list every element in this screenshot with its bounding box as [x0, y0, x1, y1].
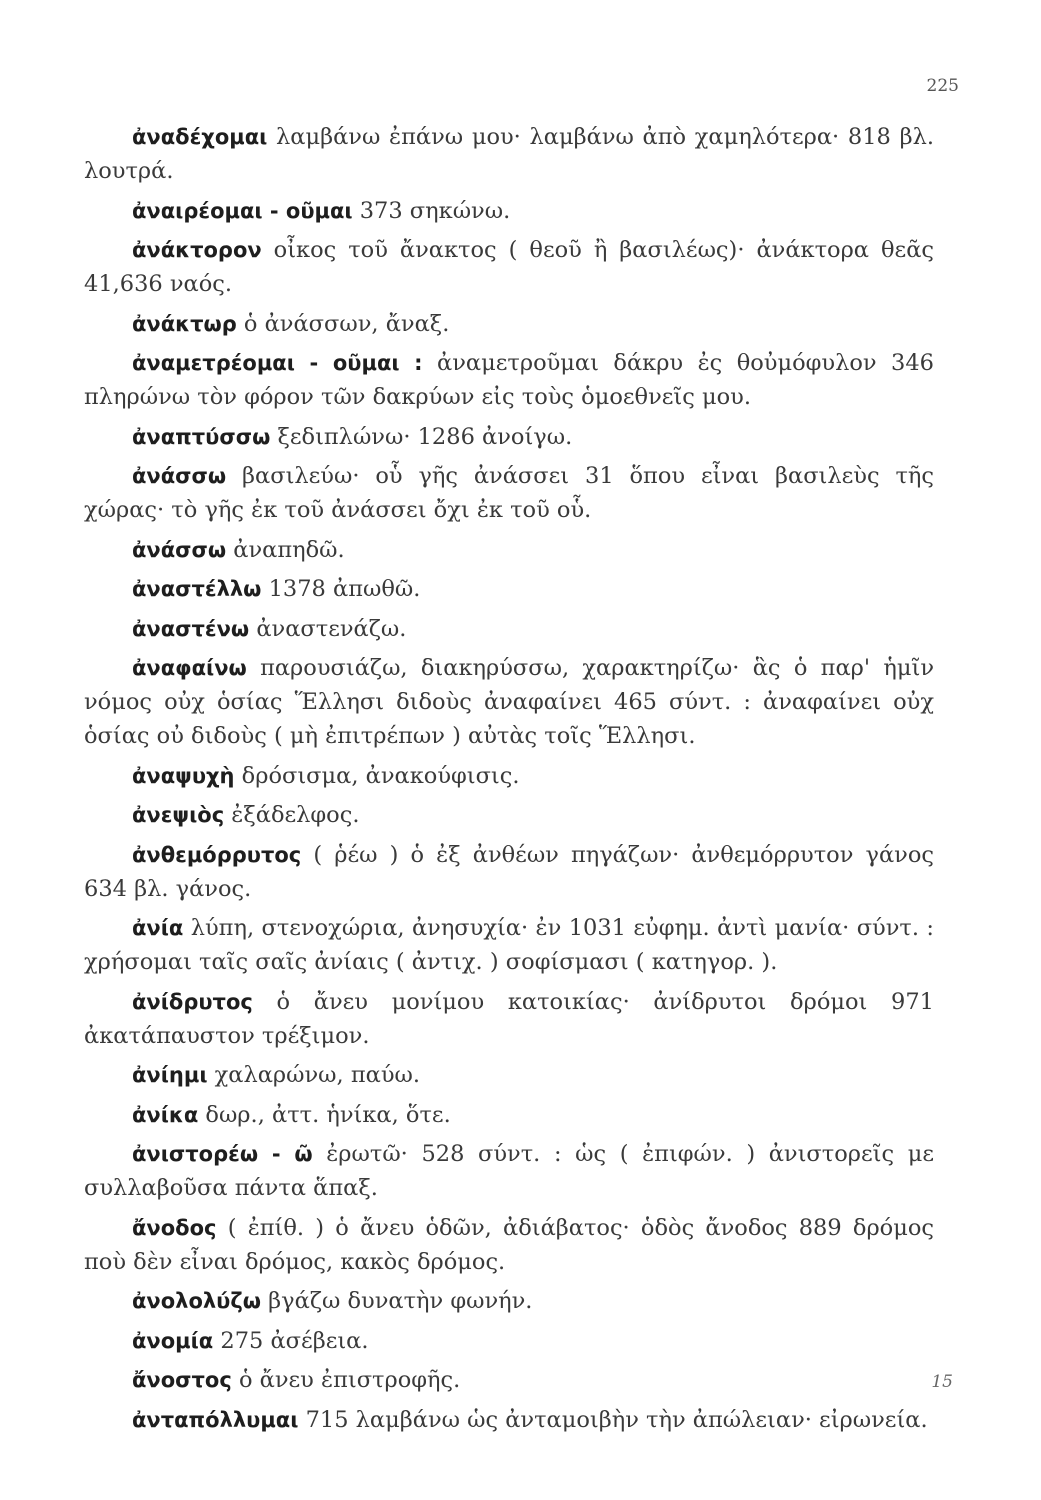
- dictionary-entry: [84, 533, 934, 567]
- definition: ἀναστενάζω.: [249, 615, 407, 642]
- definition: ( ῥέω ) ὁ ἐξ ἀνθέων πηγάζων· ἀνθεμόρρυτον γάνος 634 βλ. γάνος.: [84, 841, 934, 902]
- definition: ἐξάδελφος.: [224, 802, 360, 828]
- headword: ἀναψυχὴ: [132, 763, 235, 788]
- dictionary-entry: [84, 911, 934, 979]
- headword: ἀνίκα: [132, 1102, 199, 1127]
- headword: ἀνομία: [132, 1328, 214, 1353]
- definition: χαλαρώνω, παύω.: [207, 1062, 420, 1088]
- dictionary-entry: [84, 1284, 934, 1318]
- dictionary-entry: [84, 838, 934, 906]
- dictionary-entry: [84, 572, 934, 606]
- definition: ἀναμετροῦμαι δάκρυ ἐς θοὐμόφυλον 346 πληρώνω τὸν φόρον τῶν δακρύων εἰς τοὺς ὁμοεθνεῖς μου.: [84, 350, 934, 410]
- headword: ἀναστένω: [132, 616, 250, 641]
- headword: ἀνολολύζω: [132, 1289, 262, 1313]
- headword: ἄνοστος: [132, 1368, 232, 1392]
- definition: ὁ ἄνευ ἐπιστροφῆς.: [231, 1367, 461, 1393]
- definition: ( ἐπίθ. ) ὁ ἄνευ ὁδῶν, ἀδιάβατος· ὁδὸς ἄνοδος 889 δρόμος ποὺ δὲν εἶναι δρόμος, κακὸς δρόμος.: [84, 1214, 934, 1275]
- dictionary-entry: [84, 651, 934, 753]
- headword: ἀνεψιὸς: [132, 803, 225, 827]
- dictionary-entry: [84, 459, 934, 527]
- headword: ἀνίδρυτος: [132, 989, 253, 1014]
- dictionary-entry: [84, 1058, 934, 1092]
- dictionary-entry: [84, 1211, 934, 1279]
- definition: βγάζω δυνατὴν φωνήν.: [261, 1288, 533, 1314]
- definition: δωρ., ἀττ. ἡνίκα, ὅτε.: [198, 1101, 451, 1128]
- definition: ὁ ἄνευ μονίμου κατοικίας· ἀνίδρυτοι δρόμοι 971 ἀκατάπαυστον τρέξιμον.: [84, 988, 934, 1049]
- definition: 715 λαμβάνω ὡς ἀνταμοιβὴν τὴν ἀπώλειαν· εἰρωνεία.: [298, 1406, 928, 1433]
- dictionary-entry: [84, 420, 934, 454]
- dictionary-entry: [84, 1098, 934, 1132]
- headword: ἀναφαίνω: [132, 656, 247, 680]
- dictionary-entry: [84, 985, 934, 1053]
- dictionary-entry: [84, 798, 934, 832]
- headword: ἀνάκτωρ: [132, 311, 237, 336]
- definition: βασιλεύω· οὗ γῆς ἀνάσσει 31 ὅπου εἶναι βασιλεὺς τῆς χώρας· τὸ γῆς ἐκ τοῦ ἀνάσσει ὄχι ἐκ τοῦ οὗ.: [84, 463, 934, 523]
- page-number: 225: [926, 76, 959, 96]
- definition: παρουσιάζω, διακηρύσσω, χαρακτηρίζω· ἃς ὁ παρ' ἡμῖν νόμος οὐχ ὁσίας Ἕλλησι διδοὺς ἀναφαίνει 465 σύντ. : ἀναφαίνει οὐχ ὁσίας οὐ διδοὺς ( μὴ ἐπιτρέπων ) αὐτὰς τοῖς Ἕλλησι.: [84, 655, 934, 749]
- definition: ὁ ἀνάσσων, ἄναξ.: [236, 310, 450, 337]
- dictionary-entry: [84, 612, 934, 646]
- definition: οἶκος τοῦ ἄνακτος ( θεοῦ ἢ βασιλέως)· ἀνάκτορα θεᾶς 41,636 ναός.: [84, 237, 934, 297]
- headword: ἀναπτύσσω: [132, 424, 271, 449]
- definition: ἐρωτῶ· 528 σύντ. : ὡς ( ἐπιφών. ) ἀνιστορεῖς με συλλαβοῦσα πάντα ἅπαξ.: [84, 1141, 934, 1201]
- headword: ἀνιστορέω - ῶ: [132, 1142, 313, 1166]
- definition: λαμβάνω ἐπάνω μου· λαμβάνω ἀπὸ χαμηλότερα· 818 βλ. λουτρά.: [84, 124, 934, 184]
- headword: ἀνάσσω: [132, 464, 227, 488]
- definition: 1378 ἀπωθῶ.: [261, 576, 421, 602]
- definition: 373 σηκώνω.: [352, 197, 511, 224]
- signature-mark: 15: [931, 1372, 953, 1392]
- dictionary-entry: [84, 1363, 934, 1397]
- dictionary-entry: [84, 194, 934, 228]
- headword: ἀναιρέομαι - οῦμαι: [132, 198, 353, 223]
- headword: ἀναδέχομαι: [132, 125, 268, 149]
- headword: ἄνοδος: [132, 1215, 217, 1240]
- dictionary-entry: [84, 307, 934, 341]
- headword: ἀνία: [132, 916, 184, 940]
- dictionary-entry: [84, 120, 934, 188]
- definition: δρόσισμα, ἀνακούφισις.: [234, 762, 520, 789]
- dictionary-entry: [84, 759, 934, 793]
- dictionary-entry: [84, 346, 934, 414]
- headword: ἀνάσσω: [132, 537, 227, 562]
- headword: ἀναστέλλω: [132, 577, 262, 601]
- definition: ξεδιπλώνω· 1286 ἀνοίγω.: [270, 423, 573, 450]
- headword: ἀνταπόλλυμαι: [132, 1407, 299, 1432]
- dictionary-entry: [84, 1403, 934, 1437]
- headword: ἀναμετρέομαι - οῦμαι :: [132, 351, 423, 375]
- dictionary-entries: [84, 120, 934, 1442]
- headword: ἀνίημι: [132, 1063, 208, 1087]
- definition: ἀναπηδῶ.: [226, 536, 345, 563]
- definition: 275 ἀσέβεια.: [213, 1327, 369, 1354]
- definition: λύπη, στενοχώρια, ἀνησυχία· ἐν 1031 εὐφημ. ἀντὶ μανία· σύντ. : χρήσομαι ταῖς σαῖς ἀνίαις ( ἀντιχ. ) σοφίσμασι ( κατηγορ. ).: [84, 915, 934, 975]
- headword: ἀνθεμόρρυτος: [132, 842, 302, 867]
- dictionary-entry: [84, 1324, 934, 1358]
- dictionary-entry: [84, 1137, 934, 1205]
- dictionary-entry: [84, 233, 934, 301]
- headword: ἀνάκτορον: [132, 238, 262, 262]
